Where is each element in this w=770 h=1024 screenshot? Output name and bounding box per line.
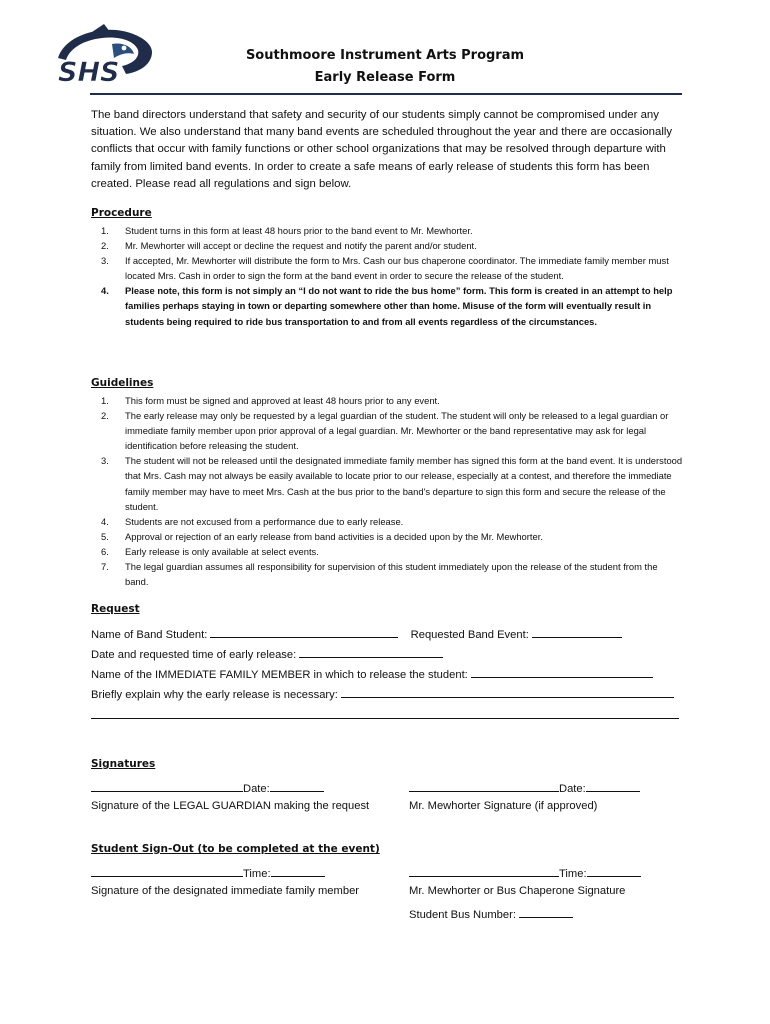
chaperone-signature-row [409, 865, 641, 880]
item-text: Please note, this form is not simply an “I do not want to ride the bus home” form. This form is created in an attempt to help families perhaps staying in town or departing somewhere other than home. Misuse of the form will eventually result in students being required to ride bus transportation to and from all events regardless of the circumstances. [125, 285, 673, 327]
item-number: 2. [101, 240, 109, 252]
item-text: Mr. Mewhorter will accept or decline the request and notify the parent and/or student. [125, 240, 477, 252]
explain-row-2 [91, 707, 679, 722]
guardian-date-field[interactable] [270, 780, 324, 792]
student-name-row [91, 626, 622, 641]
item-number: 7. [101, 561, 109, 573]
release-date-field[interactable] [299, 646, 443, 658]
procedure-item [91, 238, 683, 253]
header-divider [90, 93, 682, 95]
item-text: Approval or rejection of an early release from band activities is a decided upon by the Mr. Mewhorter. [125, 530, 543, 542]
guideline-item [91, 453, 683, 513]
signatures-heading: Signatures [91, 758, 156, 770]
procedure-heading: Procedure [91, 207, 152, 219]
mewhorter-signature-row [409, 780, 640, 795]
item-number: 6. [101, 545, 109, 557]
intro-paragraph: The band directors understand that safety and security of our students simply cannot be compromised under any situation. We also understand that many band events are scheduled throughout the year and there are occasionally conflicts that occur with family functions or other school organizations that may be resolved through departure with family from limited band events. In order to create a safe means of early release of students this form has been created. Please read all regulations and sign below. [91, 109, 673, 190]
item-text: The early release may only be requested by a legal guardian of the student. The student will only be released to a legal guardian or immediate family member upon prior approval of a legal guardian. Mr. Mewhorter or the band representative may ask for legal identification before releasing the student. [125, 410, 669, 452]
release-date-label: Date and requested time of early release: [91, 649, 297, 661]
mewhorter-date-field[interactable] [586, 780, 640, 792]
logo-text: SHS [58, 57, 120, 86]
event-field[interactable] [532, 626, 622, 638]
bus-number-row [409, 906, 573, 921]
form-title: Southmoore Instrument Arts Program [245, 48, 525, 63]
family-time-field[interactable] [271, 865, 325, 877]
mewhorter-signature-field[interactable] [409, 780, 559, 792]
family-time-label: Time: [243, 868, 271, 880]
explain-field-2[interactable] [91, 707, 679, 719]
signout-heading: Student Sign-Out (to be completed at the event) [91, 843, 380, 855]
mewhorter-caption: Mr. Mewhorter Signature (if approved) [409, 800, 598, 812]
item-text: Student turns in this form at least 48 hours prior to the band event to Mr. Mewhorter. [125, 225, 473, 236]
guidelines-list [91, 393, 683, 589]
family-signature-row [91, 865, 325, 880]
family-member-row [91, 666, 653, 681]
guideline-item [91, 393, 683, 408]
chaperone-time-label: Time: [559, 868, 587, 880]
release-date-row [91, 646, 443, 661]
item-number: 4. [101, 285, 109, 297]
guardian-date-label: Date: [243, 783, 270, 795]
item-number: 1. [101, 225, 109, 236]
family-member-label: Name of the IMMEDIATE FAMILY MEMBER in which to release the student: [91, 669, 468, 681]
family-caption: Signature of the designated immediate family member [91, 885, 360, 897]
event-label: Requested Band Event: [410, 629, 529, 641]
family-member-field[interactable] [471, 666, 653, 678]
family-signature-field[interactable] [91, 865, 243, 877]
guardian-signature-field[interactable] [91, 780, 243, 792]
item-number: 1. [101, 395, 109, 406]
guidelines-heading: Guidelines [91, 377, 154, 389]
explain-label: Briefly explain why the early release is necessary: [91, 689, 338, 701]
guideline-item [91, 514, 683, 529]
procedure-item [91, 283, 683, 328]
request-heading: Request [91, 603, 140, 615]
guideline-item [91, 408, 683, 453]
item-number: 2. [101, 410, 109, 422]
guardian-caption: Signature of the LEGAL GUARDIAN making the request [91, 800, 370, 812]
item-text: The legal guardian assumes all responsibility for supervision of this student immediately upon the release of the student from the band. [125, 561, 658, 588]
student-name-label: Name of Band Student: [91, 629, 208, 641]
item-number: 5. [101, 530, 109, 542]
mewhorter-date-label: Date: [559, 783, 586, 795]
procedure-list [91, 223, 683, 329]
item-text: This form must be signed and approved at least 48 hours prior to any event. [125, 395, 440, 406]
item-number: 3. [101, 455, 109, 467]
explain-field[interactable] [341, 686, 674, 698]
item-text: Early release is only available at select events. [125, 545, 319, 557]
student-name-field[interactable] [210, 626, 398, 638]
chaperone-signature-field[interactable] [409, 865, 559, 877]
item-text: The student will not be released until the designated immediate family member has signed this form at the band event. It is understood that Mrs. Cash may not always be easily available to locate prior to our release, especially at a contest, and therefore the immediate family member may have to meet Mrs. Cash at the bus prior to the band's departure to sign this form and secure the release of the student. [125, 455, 683, 512]
guideline-item [91, 544, 683, 559]
guardian-signature-row [91, 780, 324, 795]
bus-number-label: Student Bus Number: [409, 909, 516, 921]
item-number: 4. [101, 515, 109, 527]
chaperone-caption: Mr. Mewhorter or Bus Chaperone Signature [409, 885, 626, 897]
form-subtitle: Early Release Form [314, 70, 456, 85]
chaperone-time-field[interactable] [587, 865, 641, 877]
item-number: 3. [101, 255, 109, 267]
explain-row [91, 686, 674, 701]
procedure-item [91, 223, 683, 238]
guideline-item [91, 529, 683, 544]
item-text: Students are not excused from a performance due to early release. [125, 515, 404, 527]
bus-number-field[interactable] [519, 906, 573, 918]
guideline-item [91, 559, 683, 589]
item-text: If accepted, Mr. Mewhorter will distribute the form to Mrs. Cash our bus chaperone coordinator. The immediate family member must located Mrs. Cash in order to sign the form at the band event in order to secure the release of the student. [125, 255, 669, 282]
procedure-item [91, 253, 683, 283]
